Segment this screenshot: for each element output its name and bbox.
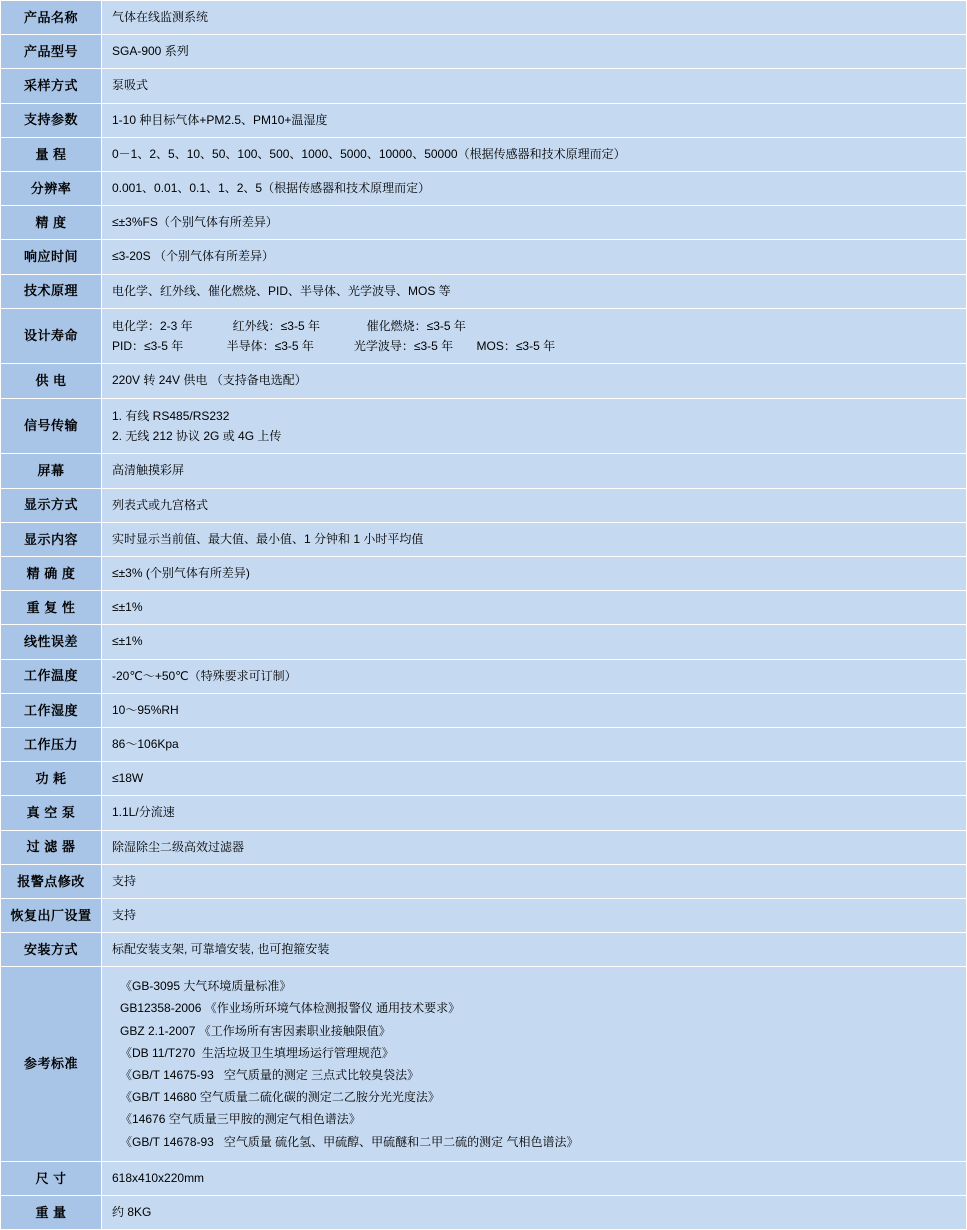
spec-label: 分辨率: [1, 171, 102, 205]
table-row: [1, 454, 967, 488]
spec-value: -20℃～+50℃（特殊要求可订制）: [102, 659, 967, 693]
table-row: [1, 1161, 967, 1195]
spec-label: 安装方式: [1, 933, 102, 967]
table-row: [1, 103, 967, 137]
spec-label: 工作压力: [1, 727, 102, 761]
table-row: [1, 659, 967, 693]
spec-value: 86～106Kpa: [102, 727, 967, 761]
spec-value: 10～95%RH: [102, 693, 967, 727]
spec-value: 0.001、0.01、0.1、1、2、5（根据传感器和技术原理而定）: [102, 171, 967, 205]
table-row: [1, 693, 967, 727]
spec-label: 支持参数: [1, 103, 102, 137]
table-row: [1, 796, 967, 830]
spec-value: [102, 308, 967, 364]
spec-value: [102, 967, 967, 1162]
table-row: [1, 967, 967, 1162]
spec-value: 220V 转 24V 供电 （支持备电选配）: [102, 364, 967, 398]
table-row: [1, 898, 967, 932]
spec-label: 精 度: [1, 206, 102, 240]
spec-value: ≤±3% (个别气体有所差异): [102, 557, 967, 591]
spec-label: 产品名称: [1, 1, 102, 35]
table-row: [1, 35, 967, 69]
spec-label: 响应时间: [1, 240, 102, 274]
spec-value: ≤±1%: [102, 591, 967, 625]
table-row: [1, 488, 967, 522]
table-row: [1, 308, 967, 364]
table-row: [1, 591, 967, 625]
spec-value: 0－1、2、5、10、50、100、500、1000、5000、10000、50000（根据传感器和技术原理而定）: [102, 137, 967, 171]
table-row: [1, 727, 967, 761]
table-row: [1, 522, 967, 556]
spec-value: 约 8KG: [102, 1195, 967, 1229]
table-row: [1, 398, 967, 454]
table-row: [1, 830, 967, 864]
spec-value: 电化学、红外线、催化燃烧、PID、半导体、光学波导、MOS 等: [102, 274, 967, 308]
spec-label: 参考标准: [1, 967, 102, 1162]
spec-value: 1.1L/分流速: [102, 796, 967, 830]
spec-label: 技术原理: [1, 274, 102, 308]
spec-label: 屏幕: [1, 454, 102, 488]
table-row: [1, 933, 967, 967]
spec-value: 1-10 种目标气体+PM2.5、PM10+温湿度: [102, 103, 967, 137]
spec-value-line: 《GB/T 14680 空气质量二硫化碳的测定二乙胺分光光度法》: [120, 1090, 440, 1105]
table-row: [1, 864, 967, 898]
spec-value: 气体在线监测系统: [102, 1, 967, 35]
table-row: [1, 206, 967, 240]
spec-value: SGA-900 系列: [102, 35, 967, 69]
spec-label: 线性误差: [1, 625, 102, 659]
spec-label: 量 程: [1, 137, 102, 171]
table-row: [1, 1, 967, 35]
table-row: [1, 1195, 967, 1229]
spec-label: 尺 寸: [1, 1161, 102, 1195]
spec-value: ≤±3%FS（个别气体有所差异）: [102, 206, 967, 240]
table-row: [1, 625, 967, 659]
spec-value: [102, 398, 967, 454]
spec-label: 产品型号: [1, 35, 102, 69]
spec-value: 支持: [102, 864, 967, 898]
spec-value: 支持: [102, 898, 967, 932]
spec-value: ≤±1%: [102, 625, 967, 659]
table-row: [1, 69, 967, 103]
spec-value-line: 2. 无线 212 协议 2G 或 4G 上传: [112, 429, 282, 444]
table-row: [1, 762, 967, 796]
table-row: [1, 137, 967, 171]
spec-label: 真 空 泵: [1, 796, 102, 830]
spec-value-line: 1. 有线 RS485/RS232: [112, 408, 230, 423]
spec-value-line: 《14676 空气质量三甲胺的测定气相色谱法》: [120, 1112, 361, 1127]
spec-label: 恢复出厂设置: [1, 898, 102, 932]
spec-label: 工作温度: [1, 659, 102, 693]
spec-label: 重 复 性: [1, 591, 102, 625]
spec-label: 功 耗: [1, 762, 102, 796]
table-row: [1, 364, 967, 398]
spec-value: 标配安装支架, 可靠墙安装, 也可抱箍安装: [102, 933, 967, 967]
spec-label: 过 滤 器: [1, 830, 102, 864]
spec-value: 泵吸式: [102, 69, 967, 103]
spec-table-body: [1, 1, 967, 1230]
spec-value-line: 《GB/T 14678-93 空气质量 硫化氢、甲硫醇、甲硫醚和二甲二硫的测定 气相色谱法》: [120, 1134, 579, 1149]
spec-label: 工作湿度: [1, 693, 102, 727]
spec-label: 信号传输: [1, 398, 102, 454]
spec-label: 报警点修改: [1, 864, 102, 898]
spec-value-lines: [112, 406, 956, 447]
spec-value: 列表式或九宫格式: [102, 488, 967, 522]
spec-label: 采样方式: [1, 69, 102, 103]
spec-label: 显示内容: [1, 522, 102, 556]
spec-value-line: 《GB-3095 大气环境质量标准》: [120, 979, 292, 994]
spec-value-line: 《GB/T 14675-93 空气质量的测定 三点式比较臭袋法》: [120, 1068, 420, 1082]
spec-value: ≤18W: [102, 762, 967, 796]
spec-label: 重 量: [1, 1195, 102, 1229]
table-row: [1, 171, 967, 205]
spec-value-line: GBZ 2.1-2007 《工作场所有害因素职业接触限值》: [120, 1023, 391, 1038]
spec-label: 设计寿命: [1, 308, 102, 364]
table-row: [1, 557, 967, 591]
spec-value-line: PID：≤3-5 年 半导体：≤3-5 年 光学波导：≤3-5 年 MOS：≤3-5 年: [112, 339, 556, 354]
spec-value-line: GB12358-2006 《作业场所环境气体检测报警仪 通用技术要求》: [120, 1001, 461, 1016]
spec-value: 618x410x220mm: [102, 1161, 967, 1195]
spec-value: ≤3-20S （个别气体有所差异）: [102, 240, 967, 274]
spec-value-lines: [112, 316, 956, 357]
spec-value-line: 《DB 11/T270 生活垃圾卫生填埋场运行管理规范》: [120, 1045, 394, 1060]
spec-value-lines: [120, 975, 956, 1153]
spec-value: 实时显示当前值、最大值、最小值、1 分钟和 1 小时平均值: [102, 522, 967, 556]
spec-value: 除湿除尘二级高效过滤器: [102, 830, 967, 864]
spec-label: 显示方式: [1, 488, 102, 522]
spec-value-line: 电化学：2-3 年 红外线：≤3-5 年 催化燃烧：≤3-5 年: [112, 318, 466, 333]
spec-label: 精 确 度: [1, 557, 102, 591]
spec-value: 高清触摸彩屏: [102, 454, 967, 488]
table-row: [1, 274, 967, 308]
spec-label: 供 电: [1, 364, 102, 398]
table-row: [1, 240, 967, 274]
